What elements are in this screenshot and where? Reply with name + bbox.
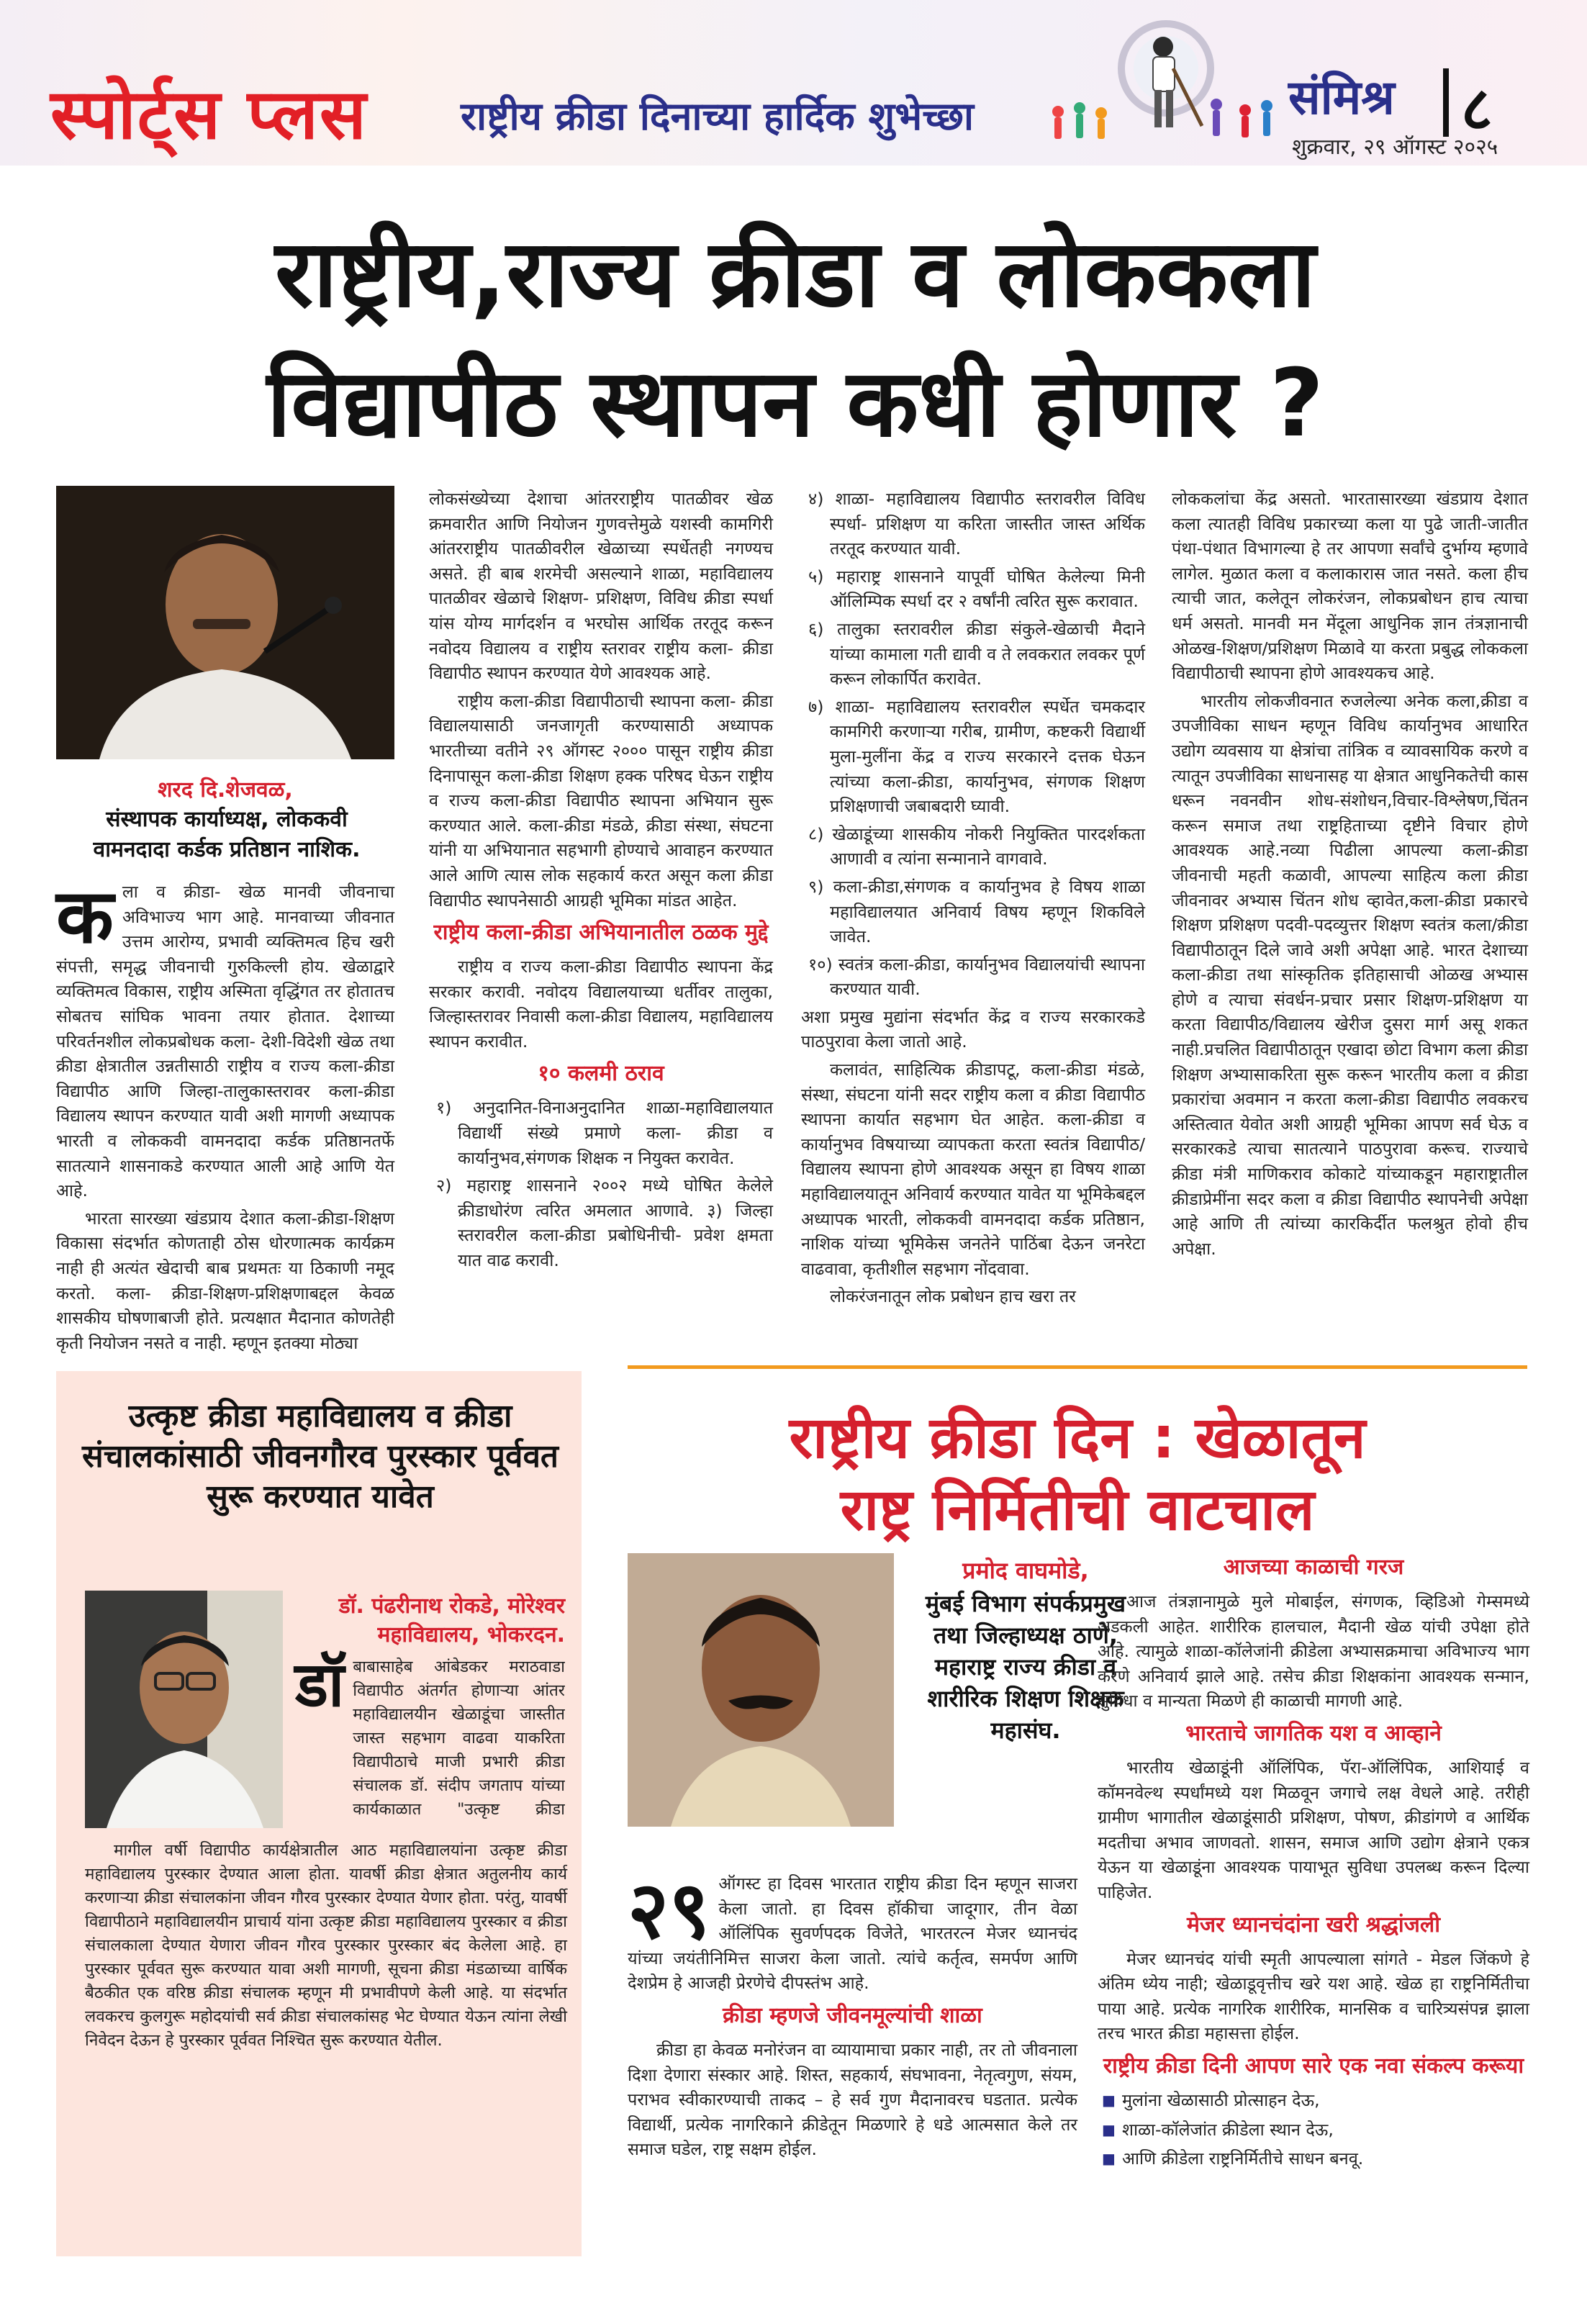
- page-number: ८: [1461, 73, 1493, 144]
- main-col2-subhead-1: राष्ट्रीय कला-क्रीडा अभियानातील ठळक मुद्दे: [433, 920, 769, 946]
- sports-day-p4: मेजर ध्यानचंद यांची स्मृती आपल्याला सांगते - मेडल जिंकणे हे अंतिम ध्येय नाही; खेळाडूवृत्तीच खरे यश आहे. खेळ हा राष्ट्रनिर्मितीचा पाया आहे. प्रत्येक नागरिक शारीरिक, मानसिक व चारित्र्यसंपन्न झाला तरच भारत क्रीडा महासत्ता होईल.: [1098, 1948, 1529, 2044]
- sports-day-subhead-4: मेजर ध्यानचंदांना खरी श्रद्धांजली: [1186, 1912, 1440, 1938]
- author-name-sharad: शरद दि.शेजवळ,: [158, 777, 293, 802]
- sports-day-title-line2: राष्ट्र निर्मितीची वाटचाल: [840, 1476, 1315, 1543]
- award-p2: मागील वर्षी विद्यापीठ कार्यक्षेत्रातील आठ महाविद्यालयांना उत्कृष्ट क्रीडा महाविद्यालय पुरस्कार देण्यात आला होता. यावर्षी क्रीडा क्षेत्रात अतुलनीय कार्य करणाऱ्या क्रीडा संचालकांना जीवन गौरव पुरस्कार देण्यात येणार होता. परंतु, यावर्षी विद्यापीठाने महाविद्यालयीन प्राचार्य यांना उत्कृष्ट क्रीडा महाविद्यालय पुरस्कार व क्रीडा संचालकाला देण्यात येणारा जीवन गौरव पुरस्कार पुरस्कार बंद केलेला आहे. हा पुरस्कार पूर्ववत सुरू करण्यात यावा अशी मागणी, सूचना क्रीडा मंडळाच्या वार्षिक बैठकीत एक वरिष्ठ क्रीडा संचालक म्हणून मी प्रभावीपणे केली आहे. या संदर्भात लवकरच कुलगुरू महोदयांची सर्व क्रीडा संचालकांसह भेट घेण्यात येऊन त्यांना लेखी निवेदन देऊन हे पुरस्कार पूर्ववत निश्चित सुरू करण्यात येतील.: [85, 1841, 567, 2050]
- sports-day-subhead-1: क्रीडा म्हणजे जीवनमूल्यांची शाळा: [723, 2002, 982, 2028]
- orange-divider: [628, 1365, 1527, 1369]
- sports-day-col-1: [628, 1864, 1077, 2165]
- brand-logo: स्पोर्ट्स प्लस: [50, 74, 368, 155]
- sports-day-subhead-3: भारताचे जागतिक यश व आव्हाने: [1185, 1720, 1442, 1746]
- award-p1-top: बाबासाहेब आंबेडकर मराठवाडा विद्यापीठ अंतर्गत होणाऱ्या आंतर महाविद्यालयीन खेळाडूंचा जास्तीत जास्त सहभाग वाढवा याकरिता विद्यापीठाचे माजी प्रभारी क्रीडा संचालक डॉ. संदीप जगताप यांच्या कार्यकाळात "उत्कृष्ट क्रीडा: [353, 1658, 565, 1819]
- main-col-1: [56, 872, 394, 1358]
- pledge-item: ■ शाळा-कॉलेजांत क्रीडेला स्थान देऊ,: [1098, 2117, 1529, 2143]
- award-sidebox-title: उत्कृष्ट क्रीडा महाविद्यालय व क्रीडा संचालकांसाठी जीवनगौरव पुरस्कार पूर्ववत सुरू करण्यात यावेत: [82, 1398, 559, 1515]
- sports-figures-illustration: [1029, 18, 1281, 158]
- resolution-list-a: [429, 1095, 773, 1272]
- dropcap-29: २९: [628, 1864, 710, 1956]
- resolution-item: ५) महाराष्ट्र शासनाने यापूर्वी घोषित केलेल्या मिनी ऑलिम्पिक स्पर्धा दर २ वर्षांनी त्वरित सुरू करावात.: [808, 566, 1145, 612]
- sports-day-p2: आज तंत्रज्ञानामुळे मुले मोबाईल, संगणक, व्हिडिओ गेम्समध्ये अडकली आहेत. शारीरिक हालचाल, मैदानी खेळ यांची उपेक्षा होते आहे. त्यामुळे शाळा-कॉलेजांनी क्रीडेला अभ्यासक्रमाचा अविभाज्य भाग करणे अनिवार्य झाले आहे. तसेच क्रीडा शिक्षकांना आवश्यक सन्मान, सुविधा व मान्यता मिळणे ही काळाची मागणी आहे.: [1098, 1591, 1529, 1712]
- pledge-list: [1098, 2088, 1529, 2171]
- sports-day-title-line1: राष्ट्रीय क्रीडा दिन : खेळातून: [789, 1404, 1366, 1471]
- award-col-top: [295, 1649, 565, 1824]
- resolution-item: ६) तालुका स्तरावरील क्रीडा संकुले-खेळाची मैदाने यांच्या कामाला गती द्यावी व ते लवकरात लवकर पूर्ण करून लोकार्पित करावेत.: [808, 618, 1145, 689]
- dropcap-ka: क: [56, 872, 114, 960]
- main-col1-p2: भारता सारख्या खंडप्राय देशात कला-क्रीडा-शिक्षण विकासा संदर्भात कोणताही ठोस धोरणात्मक कार्यक्रम नाही ही अत्यंत खेदाची बाब प्रथमतः या ठिकाणी नमूद करतो. कला- क्रीडा-शिक्षण-प्रशिक्षणाबद्दल केवळ शासकीय घोषणाबाजी होते. प्रत्यक्षात मैदानात कोणतेही कृती नियोजन नसते व नाही. म्हणून इतक्या मोठ्या: [56, 1208, 394, 1353]
- sports-day-p3: भारतीय खेळाडूंनी ऑलिंपिक, पॅरा-ऑलिंपिक, आशियाई व कॉमनवेल्थ स्पर्धांमध्ये यश मिळवून जगाचे लक्ष वेधले आहे. तरीही ग्रामीण भागातील खेळाडूंसाठी प्रशिक्षण, पोषण, क्रीडांगणे व आर्थिक मदतीचा अभाव जाणवतो. शासन, समाज आणि उद्योग क्षेत्राने एकत्र येऊन या खेळाडूंना आवश्यक पायाभूत सुविधा उपलब्ध करून दिल्या पाहिजेत.: [1098, 1757, 1529, 1902]
- resolution-item: १) अनुदानित-विनाअनुदानित शाळा-महाविद्यालयात विद्यार्थी संख्ये प्रमाणे कला- क्रीडा व कार्यानुभव,संगणक शिक्षक न नियुक्त करावेत.: [436, 1098, 773, 1168]
- main-col4-p1: लोककलांचा केंद्र असतो. भारतासारख्या खंडप्राय देशात कला त्यातही विविध प्रकारच्या कला या पुढे जाती-जातीत पंथा-पंथात विभागल्या हे तर आपणा सर्वांचे दुर्भाग्य म्हणावे लागेल. मुळात कला व कलाकारास जात नसते. कला हीच त्याची जात, कलेतून लोकरंजन, लोकप्रबोधन हाच त्याचा धर्म असतो. मानवी मन मेंदूला आधुनिक ज्ञान तंत्रज्ञानाची ओळख-शिक्षण/प्रशिक्षण मिळावे या करता प्रबुद्ध लोककला विद्यापीठाची स्थापना होणे आवश्यकच आहे.: [1172, 489, 1528, 684]
- main-col1-intro: ला व क्रीडा- खेळ मानवी जीवनाचा अविभाज्य भाग आहे. मानवाच्या जीवनात उत्तम आरोग्य, प्रभावी व्यक्तिमत्व हिच खरी संपत्ती, समृद्ध जीवनाची गुरुकिल्ली होय. खेळाद्वारे व्यक्तिमत्व विकास, राष्ट्रीय अस्मिता वृद्धिंगत तर होतातच सोबतच सांघिक भावना तयार होतात. देशाच्या परिवर्तनशील लोकप्रबोधक कला- देशी-विदेशी खेळ तथा क्रीडा क्षेत्रातील उन्नतीसाठी राष्ट्रीय व राज्य कला-क्रीडा विद्यापीठ आणि जिल्हा-तालुकास्तरावर कला-क्रीडा विद्यालय स्थापन करण्यात यावी अशी मागणी अध्यापक भारती व लोककवी वामनदादा कर्डक प्रतिष्ठानतर्फे सातत्याने शासनाकडे करण्यात आली आहे आणि येत आहे.: [56, 882, 394, 1201]
- sports-day-col-2: [1098, 1553, 1529, 2176]
- main-col4-p2: भारतीय लोकजीवनात रुजलेल्या अनेक कला,क्रीडा व उपजीविका साधन म्हणून विविध कार्यानुभव आधारित उद्योग व्यवसाय या क्षेत्रांचा तांत्रिक व व्यावसायिक करणे व त्यातून उपजीविका साधनासह या क्षेत्रात आधुनिकतेची कास धरून नवनवीन शोध-संशोधन,विचार-विश्लेषण,चिंतन करून समाज तथा राष्ट्रहिताच्या दृष्टीने विचार होणे आवश्यक आहे.नव्या पिढीला आपल्या कला-क्रीडा जीवनाची महती कळावी, आपल्या साहित्य कला क्रीडा जीवनावर अभ्यास चिंतन शोध व्हावेत,कला-क्रीडा प्रकारचे शिक्षण प्रशिक्षण पदवी-पदव्युत्तर शिक्षण स्वतंत्र कला/क्रीडा विद्यापीठातून दिले जावे अशी अपेक्षा आहे. भारत देशाच्या कला-क्रीडा तथा सांस्कृतिक इतिहासाची ओळख अभ्यास होणे व त्याचा संवर्धन-प्रचार प्रसार शिक्षण-प्रशिक्षण या करता विद्यापीठ/विद्यालय खेरीज दुसरा मार्ग असू शकत नाही.प्रचलित विद्यापीठातून एखादा छोटा विभाग कला क्रीडा शिक्षण अभ्यासाकरिता सुरू करून भारतीय कला व क्रीडा प्रकारांचा अवमान न करता कला-क्रीडा विद्यापीठ लवकरच अस्तित्वात येवोत अशी आग्रही भूमिका आपण सर्व घेऊ व सरकारकडे त्याचा सातत्याने पाठपुरावा करूच. राज्याचे क्रीडा मंत्री माणिकराव कोकाटे यांच्याकडून महाराष्ट्रातील क्रीडाप्रेमींना सदर कला व क्रीडा विद्यापीठ स्थापनेची अपेक्षा आहे आणि ती त्यांच्या कारकिर्दीत फलश्रुत होवो हीच अपेक्षा.: [1172, 690, 1528, 1259]
- main-col3-p1: अशा प्रमुख मुद्यांना संदर्भात केंद्र व राज्य सरकारकडे पाठपुरावा केला जातो आहे.: [801, 1006, 1145, 1052]
- main-col3-p2: कलावंत, साहित्यिक क्रीडापटू, कला-क्रीडा मंडळे, संस्था, संघटना यांनी सदर राष्ट्रीय कला व क्रीडा विद्यापीठ स्थापना कार्यात सहभाग घेत आहेत. कला-क्रीडा व कार्यानुभव विषयाच्या व्यापकता करता स्वतंत्र विद्यापीठ/ विद्यालय स्थापना होणे आवश्यक असून हा विषय शाळा महाविद्यालयातून अनिवार्य करण्यात यावेत या भूमिकेबद्दल अध्यापक भारती, लोककवी वामनदादा कर्डक प्रतिष्ठान, नाशिक यांच्या भूमिकेस जनतेने पाठिंबा देऊन जनरेटा वाढवावा, कृतीशील सहभाग नोंदवावा.: [801, 1059, 1145, 1279]
- main-col2-p2: राष्ट्रीय कला-क्रीडा विद्यापीठाची स्थापना कला- क्रीडा विद्यालयासाठी जनजागृती करण्यासाठी अध्यापक भारतीच्या वतीने २९ ऑगस्ट २००० पासून राष्ट्रीय क्रीडा दिनापासून कला-क्रीडा शिक्षण हक्क परिषद घेऊन राष्ट्रीय व राज्य कला-क्रीडा विद्यापीठ स्थापना अभियान सुरू करण्यात आले. कला-क्रीडा मंडळे, क्रीडा संस्था, संघटना यांनी या अभियानात सहभागी होण्याचे आवाहन करण्यात आले आणि त्यास लोक सहकार्य करत असून कला क्रीडा विद्यापीठ स्थापनेसाठी आग्रही भूमिका मांडत आहेत.: [429, 690, 773, 910]
- author-name-waghmode: प्रमोद वाघमोडे,: [962, 1557, 1089, 1584]
- resolution-item: ९) कला-क्रीडा,संगणक व कार्यानुभव हे विषय शाळा महाविद्यालयात अनिवार्य विषय म्हणून शिकविले जावेत.: [808, 876, 1145, 947]
- dateline: शुक्रवार, २९ ऑगस्ट २०२५: [1292, 135, 1498, 160]
- resolution-item: ४) शाळा- महाविद्यालय विद्यापीठ स्तरावरील विविध स्पर्धा- प्रशिक्षण या करिता जास्तीत जास्त अर्थिक तरतूद करण्यात यावी.: [808, 489, 1145, 559]
- author-title-sharad: संस्थापक कार्याध्यक्ष, लोककवी वामनदादा कर्डक प्रतिष्ठान नाशिक.: [93, 807, 361, 862]
- sports-day-subhead-2: आजच्या काळाची गरज: [1223, 1555, 1404, 1580]
- pledge-item: ■ आणि क्रीडेला राष्ट्रनिर्मितीचे साधन बनवू.: [1098, 2146, 1529, 2171]
- page-divider: [1443, 68, 1449, 137]
- main-col2-p1: लोकसंख्येच्या देशाचा आंतरराष्ट्रीय पातळीवर खेळ क्रमवारीत आणि नियोजन गुणवत्तेमुळे यशस्वी कामगिरी आंतरराष्ट्रीय पातळीवरील खेळाच्या स्पर्धेतही नगण्यच असते. ही बाब शरमेची असल्याने शाळा, महाविद्यालय पातळीवर खेळाचे शिक्षण- प्रशिक्षण, विविध क्रीडा स्पर्धा यांस योग्य मार्गदर्शन व भरघोस आर्थिक तरतूद करून नवोदय विद्यालय व राष्ट्रीय स्तरावर राष्ट्रीय कला- क्रीडा विद्यापीठ स्थापन करण्यात येणे आवश्यक आहे.: [429, 489, 773, 684]
- resolution-item: ७) शाळा- महाविद्यालय स्तरावरील स्पर्धेत चमकदार कामगिरी करणाऱ्या गरीब, ग्रामीण, कष्टकरी विद्यार्थी मुला-मुलींना केंद्र व राज्य सरकारने दत्तक घेऊन त्यांच्या कला-क्रीडा, कार्यानुभव, संगणक शिक्षण प्रशिक्षणाची जबाबदारी घ्यावी.: [808, 696, 1145, 817]
- pledge-item: ■ मुलांना खेळासाठी प्रोत्साहन देऊ,: [1098, 2088, 1529, 2113]
- main-col-4: [1172, 487, 1528, 1264]
- award-author: डॉ. पंढरीनाथ रोकडे, मोरेश्वर महाविद्यालय, भोकरदन.: [338, 1593, 565, 1647]
- section-name: संमिश्र: [1288, 70, 1395, 125]
- main-col3-p3: लोकरंजनातून लोक प्रबोधन हाच खरा तर: [830, 1286, 1076, 1307]
- author-photo-sharad: [56, 486, 394, 759]
- author-title-waghmode: मुंबई विभाग संपर्कप्रमुख तथा जिल्हाध्यक्ष ठाणे, महाराष्ट्र राज्य क्रीडा व शारीरिक शिक्षण शिक्षक महासंघ.: [925, 1590, 1126, 1744]
- main-headline-line2: विद्यापीठ स्थापन कधी होणार ?: [266, 348, 1324, 458]
- sports-day-subhead-5: राष्ट्रीय क्रीडा दिनी आपण सारे एक नवा संकल्प करूया: [1103, 2053, 1524, 2079]
- resolution-list-b: [801, 487, 1145, 1002]
- sports-day-p1: क्रीडा हा केवळ मनोरंजन वा व्यायामाचा प्रकार नाही, तर तो जीवनाला दिशा देणारा संस्कार आहे. शिस्त, सहकार्य, संघभावना, नेतृत्वगुण, संयम, पराभव स्वीकारण्याची ताकद – हे सर्व गुण मैदानावरच घडतात. प्रत्येक विद्यार्थी, प्रत्येक नागरिकाने क्रीडेतून मिळणारे हे धडे आत्मसात केले तर समाज घडेल, राष्ट्र सक्षम होईल.: [628, 2039, 1077, 2160]
- resolution-item: २) महाराष्ट्र शासनाने २००२ मध्ये घोषित केलेले क्रीडाधोरंण त्वरित अमलात आणावे. ३) जिल्हा स्तरावरील कला-क्रीडा प्रबोधिनीची- प्रवेश क्षमता यात वाढ करावी.: [436, 1175, 773, 1271]
- main-col-2: [429, 487, 773, 1276]
- author-photo-waghmode: [628, 1553, 894, 1827]
- resolution-item: १०) स्वतंत्र कला-क्रीडा, कार्यानुभव विद्यालयांची स्थापना करण्यात यावी.: [808, 954, 1145, 1000]
- main-col2-subhead-2: १० कलमी ठराव: [538, 1061, 664, 1087]
- greeting-banner: राष्ट्रीय क्रीडा दिनाच्या हार्दिक शुभेच्छा: [461, 94, 974, 139]
- author-photo-rokade: [85, 1591, 283, 1828]
- dropcap-dr: डॉ: [295, 1649, 345, 1721]
- main-headline-line1: राष्ट्रीय,राज्य क्रीडा व लोककला: [275, 219, 1316, 328]
- main-col2-p3: राष्ट्रीय व राज्य कला-क्रीडा विद्यापीठ स्थापना केंद्र सरकार करावी. नवोदय विद्यालयाच्या धर्तीवर तालुका, जिल्हास्तरावर निवासी कला-क्रीडा विद्यालय, महाविद्यालय स्थापन करावीत.: [429, 957, 773, 1052]
- main-col-3: [801, 487, 1145, 1312]
- resolution-item: ८) खेळाडूंच्या शासकीय नोकरी नियुक्तित पारदर्शकता आणावी व त्यांना सन्मानाने वागवावे.: [808, 823, 1145, 869]
- sports-day-intro: ऑगस्ट हा दिवस भारतात राष्ट्रीय क्रीडा दिन म्हणून साजरा केला जातो. हा दिवस हॉकीचा जादूगार, तीन वेळा ऑलिंपिक सुवर्णपदक विजेते, भारतरत्न मेजर ध्यानचंद यांच्या जयंतीनिमित्त साजरा केला जातो. त्यांचे कर्तृत्व, समर्पण आणि देशप्रेम हे आजही प्रेरणेचे दीपस्तंभ आहे.: [628, 1873, 1077, 1994]
- award-col-bottom: [85, 1839, 567, 2056]
